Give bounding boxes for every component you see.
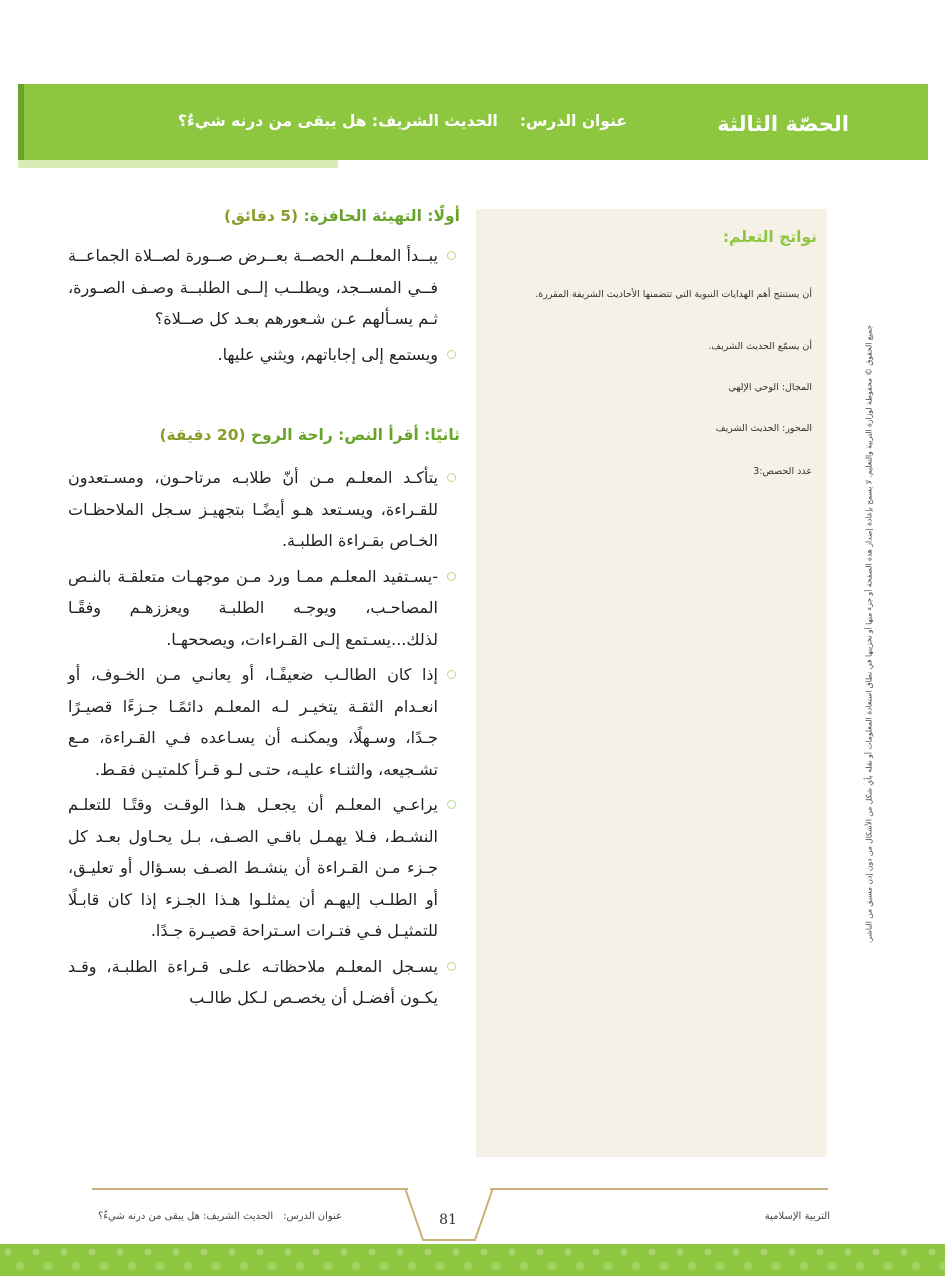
- lesson-title: [178, 112, 627, 130]
- header-underline: [18, 160, 338, 168]
- section-2-title: ثانيًا: أقرأ النص: راحة الروح (20 دقيقة): [159, 426, 460, 444]
- list-item: ويستمع إلى إجاباتهم، ويثني عليها.: [68, 339, 460, 371]
- section-1-title: أولًا: التهيئة الحافزة: (5 دقائق): [224, 207, 460, 225]
- lesson-name: الحديث الشريف: هل يبقى من درنه شيءٌ؟: [177, 112, 498, 130]
- outcome-2: أن يسمّع الحديث الشريف.: [708, 341, 812, 352]
- axis-label: المحور: الحديث الشريف: [715, 423, 812, 434]
- page-number: 81: [439, 1212, 457, 1228]
- list-item: -يسـتفيد المعلـم ممـا ورد مـن موجهـات متعلقـة بالنـص المصاحـب، ويوجـه الطلبـة ويعززهـم وفقًـا لذلك...يسـتمع إلـى القـراءات، ويصححهـا.: [68, 561, 460, 656]
- list-item: إذا كان الطالـب ضعيفًـا، أو يعانـي مـن الخـوف، أو انعـدام الثقـة يتخيـر لـه المعلـم دائمًـا جـزءًا قصيـرًا جـدًا، وسـهلًا، ويمكنـه أن يسـاعده فـي القـراءة، مـع تشـجيعه، والثنـاء عليـه، حتـى لـو قـرأ كلمتيـن فقـط.: [68, 659, 460, 785]
- list-item: يبــدأ المعلــم الحصــة بعــرض صــورة لصــلاة الجماعــة فــي المســجد، ويطلــب إلــى الطلبــة وصـف الصـورة، ثـم يسـألهم عـن شـعورهم بعـد كل صــلاة؟: [68, 240, 460, 335]
- outcome-1: أن يستنتج أهم الهدايات النبوية التي تتضمنها الأحاديث الشريفة المقررة.: [535, 289, 812, 300]
- domain-label: المجال: الوحي الإلهي: [728, 382, 812, 393]
- session-title: الحصّة الثالثة: [717, 112, 849, 136]
- list-item: يسـجل المعلـم ملاحظاتـه علـى قـراءة الطلبـة، وقـد يكـون أفضـل أن يخصـص لـكل طالـب: [68, 951, 460, 1014]
- footer-subject: التربية الإسلامية: [764, 1211, 830, 1222]
- footer-lesson: عنوان الدرس:الحديث الشريف: هل يبقى من درنه شيءٌ؟: [98, 1211, 343, 1222]
- learning-outcomes-panel: [476, 209, 827, 1157]
- section-2-list: [68, 462, 460, 1014]
- sessions-count: عدد الحصص:3: [753, 466, 812, 477]
- list-item: يراعـي المعلـم أن يجعـل هـذا الوقـت وقتًـا للتعلـم النشـط، فـلا يهمـل باقـي الصـف، بـل يحـاول بعـد كل جـزء مـن القـراءة أن ينشـط الصـف بسـؤال أو تعليـق، أو الطلـب إليهـم أن يمثلـوا هـذا الجـزء إذا كان قابـلًا للتمثيـل فـي فتـرات اسـتراحة قصيـرة جـدًا.: [68, 789, 460, 947]
- copyright-notice: جميع الحقوق © محفوظة لوزارة التربية والتعليم. لا يسمح بإعادة إصدار هذه الصفحة أو جزء منها أو تخزينها في نطاق استعادة المعلومات أو نقله بأي شكل من الأشكال من دون إذن مسبق من الناشر.: [864, 324, 874, 944]
- header-accent: [18, 84, 24, 160]
- footer-rule-left: [92, 1188, 408, 1190]
- outcomes-title: نواتج التعلم:: [722, 228, 817, 246]
- section-1-list: [68, 240, 460, 370]
- lesson-label: عنوان الدرس:: [519, 112, 627, 130]
- footer-band: [0, 1244, 945, 1276]
- footer-rule-right: [490, 1188, 828, 1190]
- list-item: يتأكـد المعلـم مـن أنّ طلابـه مرتاحـون، ومسـتعدون للقـراءة، ويسـتعد هـو أيضًـا بتجهيـز سـجل الملاحظـات الخـاص بقـراءة الطلبـة.: [68, 462, 460, 557]
